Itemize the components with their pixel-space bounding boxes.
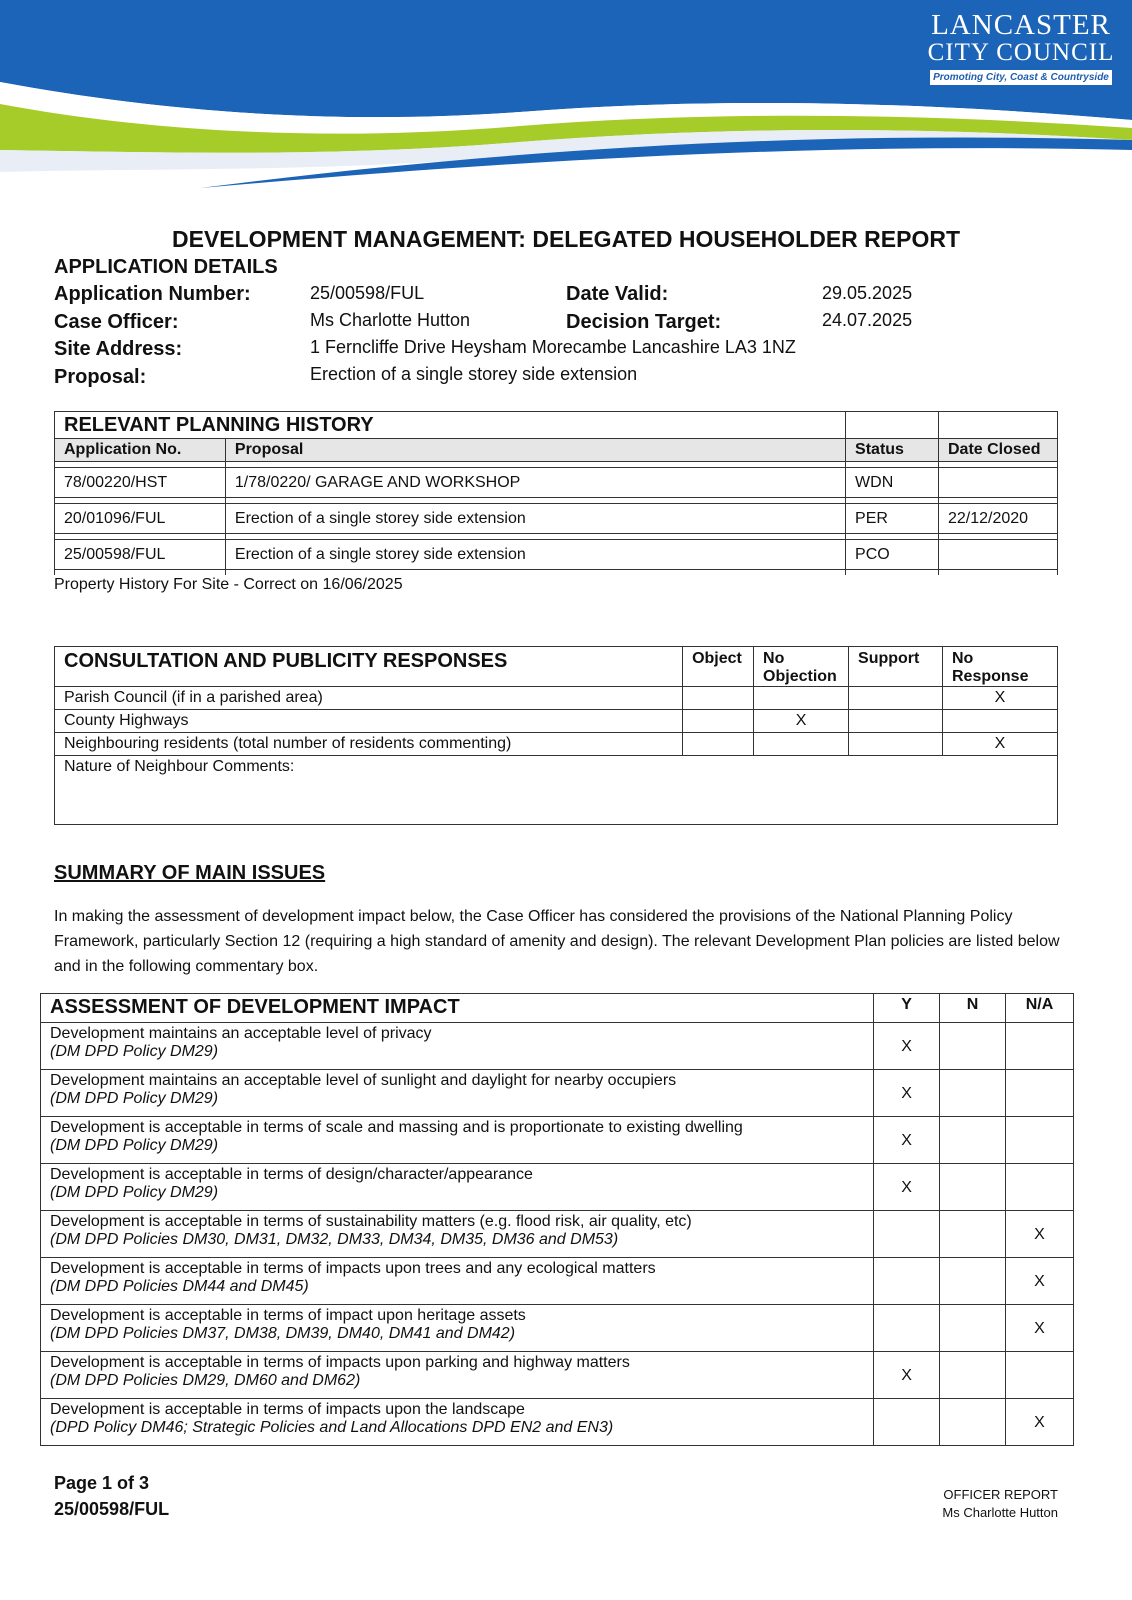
report-title: DEVELOPMENT MANAGEMENT: DELEGATED HOUSEHOLDER REPORT <box>172 226 960 252</box>
column-header: No Response <box>943 647 1058 687</box>
criterion-text: Development is acceptable in terms of impact upon heritage assets <box>50 1307 526 1324</box>
assessment-mark <box>1006 1164 1074 1211</box>
date-valid-label: Date Valid: <box>566 283 669 305</box>
response-mark <box>849 687 943 710</box>
table-row <box>41 1070 1074 1117</box>
neighbour-comments-label: Nature of Neighbour Comments: <box>55 756 1058 825</box>
table-header-row <box>55 439 1058 462</box>
response-mark <box>683 710 754 733</box>
table-row <box>41 1399 1074 1446</box>
table-cell: PER <box>846 504 939 534</box>
assessment-heading: ASSESSMENT OF DEVELOPMENT IMPACT <box>41 994 874 1023</box>
criterion-cell <box>41 1164 874 1211</box>
table-cell: WDN <box>846 468 939 498</box>
policy-ref: (DM DPD Policies DM44 and DM45) <box>50 1278 309 1295</box>
case-officer-label: Case Officer: <box>54 311 179 333</box>
site-address-label: Site Address: <box>54 338 183 360</box>
table-row <box>41 1023 1074 1070</box>
assessment-mark <box>940 1070 1006 1117</box>
table-row <box>41 1117 1074 1164</box>
assessment-mark <box>1006 1117 1074 1164</box>
table-row <box>55 468 1058 498</box>
response-mark: X <box>943 733 1058 756</box>
table-cell: PCO <box>846 540 939 570</box>
case-officer: Ms Charlotte Hutton <box>310 310 471 330</box>
policy-ref: (DM DPD Policy DM29) <box>50 1090 219 1107</box>
criterion-text: Development is acceptable in terms of impacts upon trees and any ecological matters <box>50 1260 656 1277</box>
table-cell: Erection of a single storey side extension <box>225 504 845 534</box>
table-cell: 25/00598/FUL <box>55 540 226 570</box>
summary-heading: SUMMARY OF MAIN ISSUES <box>54 862 326 884</box>
planning-history-heading: RELEVANT PLANNING HISTORY <box>55 412 846 439</box>
decision-target-label: Decision Target: <box>566 311 722 333</box>
criterion-cell <box>41 1399 874 1446</box>
table-row <box>41 1305 1074 1352</box>
consultation-heading: CONSULTATION AND PUBLICITY RESPONSES <box>55 647 683 687</box>
table-cell: 22/12/2020 <box>939 504 1058 534</box>
table-row <box>55 710 1058 733</box>
table-cell <box>939 540 1058 570</box>
assessment-mark <box>874 1211 940 1258</box>
criterion-text: Development is acceptable in terms of impacts upon the landscape <box>50 1401 525 1418</box>
summary-text: In making the assessment of development impact below, the Case Officer has considered the provisions of the National Planning Policy Framework, particularly Section 12 (requiring a high standard of amenity and design). The relevant Development Plan policies are listed below and in the following commentary box. <box>54 908 1060 975</box>
assessment-mark: X <box>874 1070 940 1117</box>
column-header: N <box>940 994 1006 1023</box>
table-cell: Erection of a single storey side extension <box>225 540 845 570</box>
application-number: 25/00598/FUL <box>310 283 425 303</box>
table-row <box>55 504 1058 534</box>
logo-tagline: Promoting City, Coast & Countryside <box>930 70 1112 85</box>
assessment-mark: X <box>874 1352 940 1399</box>
decision-target: 24.07.2025 <box>822 310 913 330</box>
assessment-mark <box>940 1399 1006 1446</box>
footer-officer: Ms Charlotte Hutton <box>942 1505 1058 1520</box>
footer-reference: 25/00598/FUL <box>54 1499 170 1519</box>
policy-ref: (DPD Policy DM46; Strategic Policies and Land Allocations DPD EN2 and EN3) <box>50 1419 614 1436</box>
table-row <box>55 733 1058 756</box>
assessment-mark: X <box>1006 1399 1074 1446</box>
policy-ref: (DM DPD Policies DM30, DM31, DM32, DM33, DM34, DM35, DM36 and DM53) <box>50 1231 619 1248</box>
table-row <box>41 1352 1074 1399</box>
policy-ref: (DM DPD Policies DM37, DM38, DM39, DM40, DM41 and DM42) <box>50 1325 516 1342</box>
response-mark <box>849 733 943 756</box>
date-valid: 29.05.2025 <box>822 283 913 303</box>
policy-ref: (DM DPD Policies DM29, DM60 and DM62) <box>50 1372 361 1389</box>
criterion-text: Development maintains an acceptable level of privacy <box>50 1025 432 1042</box>
criterion-text: Development is acceptable in terms of sustainability matters (e.g. flood risk, air quality, etc) <box>50 1213 692 1230</box>
assessment-mark <box>940 1305 1006 1352</box>
assessment-mark <box>874 1258 940 1305</box>
consultee-name: County Highways <box>55 710 683 733</box>
assessment-mark <box>940 1164 1006 1211</box>
criterion-cell <box>41 1070 874 1117</box>
history-note: Property History For Site - Correct on 16/06/2025 <box>54 576 403 593</box>
assessment-mark <box>1006 1352 1074 1399</box>
criterion-cell <box>41 1258 874 1305</box>
criterion-text: Development is acceptable in terms of design/character/appearance <box>50 1166 533 1183</box>
assessment-mark <box>874 1399 940 1446</box>
assessment-mark: X <box>1006 1305 1074 1352</box>
assessment-mark: X <box>874 1164 940 1211</box>
assessment-mark: X <box>874 1023 940 1070</box>
response-mark <box>754 687 849 710</box>
council-logo <box>926 10 1116 85</box>
policy-ref: (DM DPD Policy DM29) <box>50 1043 219 1060</box>
page-footer-left <box>54 1470 169 1522</box>
response-mark <box>683 733 754 756</box>
table-row <box>41 1164 1074 1211</box>
response-mark <box>683 687 754 710</box>
column-header: Application No. <box>55 439 226 462</box>
column-header: Support <box>849 647 943 687</box>
criterion-text: Development is acceptable in terms of impacts upon parking and highway matters <box>50 1354 630 1371</box>
column-header: No Objection <box>754 647 849 687</box>
response-mark: X <box>754 710 849 733</box>
response-mark <box>943 710 1058 733</box>
criterion-cell <box>41 1211 874 1258</box>
assessment-mark <box>940 1117 1006 1164</box>
table-cell: 1/78/0220/ GARAGE AND WORKSHOP <box>225 468 845 498</box>
criterion-text: Development maintains an acceptable level of sunlight and daylight for nearby occupiers <box>50 1072 677 1089</box>
assessment-mark <box>940 1352 1006 1399</box>
column-header: Object <box>683 647 754 687</box>
assessment-mark: X <box>1006 1258 1074 1305</box>
column-header: Proposal <box>225 439 845 462</box>
application-details-heading: APPLICATION DETAILS <box>54 256 278 278</box>
assessment-table <box>40 993 1074 1446</box>
proposal-label: Proposal: <box>54 366 147 388</box>
officer-report-label: OFFICER REPORT <box>943 1487 1058 1502</box>
column-header: Status <box>846 439 939 462</box>
consultee-name: Parish Council (if in a parished area) <box>55 687 683 710</box>
column-header: Date Closed <box>939 439 1058 462</box>
response-mark: X <box>943 687 1058 710</box>
assessment-mark <box>940 1211 1006 1258</box>
consultation-table <box>54 646 1058 825</box>
table-row <box>55 540 1058 570</box>
response-mark <box>754 733 849 756</box>
assessment-mark <box>940 1023 1006 1070</box>
policy-ref: (DM DPD Policy DM29) <box>50 1137 219 1154</box>
table-row <box>55 687 1058 710</box>
table-row <box>41 1211 1074 1258</box>
criterion-cell <box>41 1023 874 1070</box>
policy-ref: (DM DPD Policy DM29) <box>50 1184 219 1201</box>
site-address: 1 Ferncliffe Drive Heysham Morecambe Lancashire LA3 1NZ <box>310 337 796 357</box>
criterion-cell <box>41 1352 874 1399</box>
page-number: Page 1 of 3 <box>54 1473 150 1493</box>
logo-line-1: LANCASTER <box>931 9 1111 41</box>
criterion-cell <box>41 1305 874 1352</box>
criterion-text: Development is acceptable in terms of scale and massing and is proportionate to existing dwelling <box>50 1119 743 1136</box>
table-cell: 20/01096/FUL <box>55 504 226 534</box>
assessment-mark <box>874 1305 940 1352</box>
page-footer-right <box>942 1486 1058 1522</box>
criterion-cell <box>41 1117 874 1164</box>
consultee-name: Neighbouring residents (total number of residents commenting) <box>55 733 683 756</box>
table-row <box>41 1258 1074 1305</box>
council-banner <box>0 0 1132 195</box>
logo-line-2: CITY COUNCIL <box>927 39 1115 66</box>
column-header: N/A <box>1006 994 1074 1023</box>
table-cell <box>939 468 1058 498</box>
column-header: Y <box>874 994 940 1023</box>
assessment-mark <box>1006 1023 1074 1070</box>
proposal: Erection of a single storey side extension <box>310 364 638 384</box>
assessment-mark: X <box>1006 1211 1074 1258</box>
assessment-mark <box>1006 1070 1074 1117</box>
assessment-mark: X <box>874 1117 940 1164</box>
response-mark <box>849 710 943 733</box>
assessment-mark <box>940 1258 1006 1305</box>
table-header-row <box>41 994 1074 1023</box>
planning-history-table <box>54 411 1058 575</box>
application-number-label: Application Number: <box>54 283 251 305</box>
table-header-row <box>55 647 1058 687</box>
table-cell: 78/00220/HST <box>55 468 226 498</box>
